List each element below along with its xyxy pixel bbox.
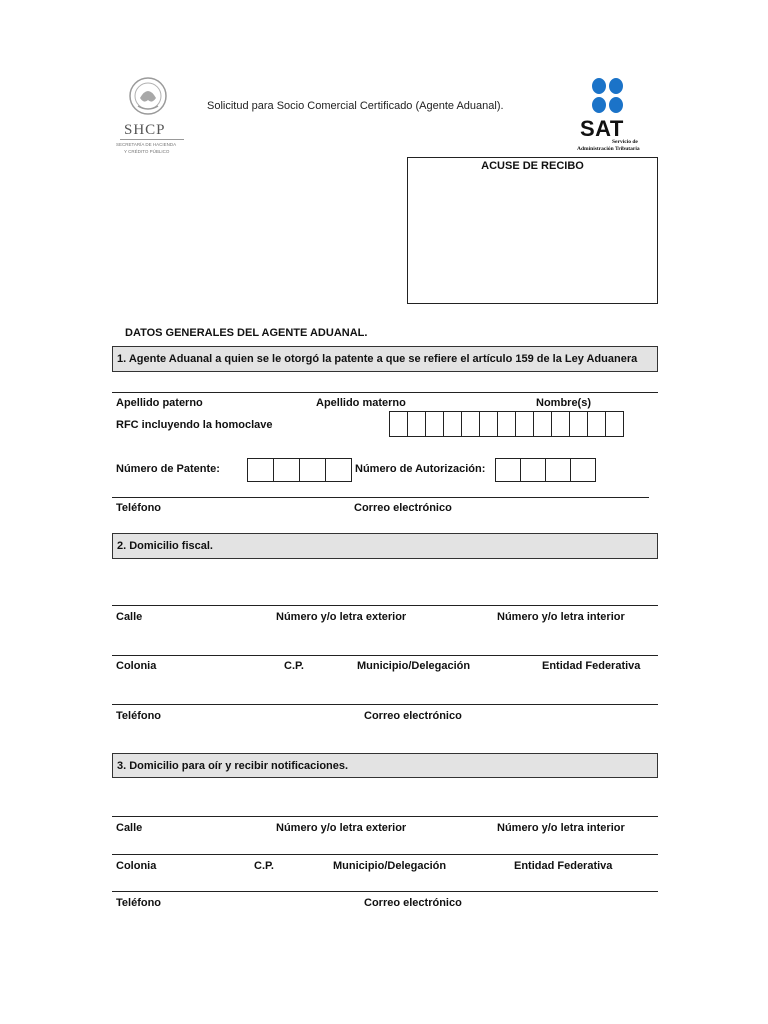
contact-line[interactable] <box>112 497 649 498</box>
main-heading: DATOS GENERALES DEL AGENTE ADUANAL. <box>125 327 368 339</box>
rfc-char-box[interactable] <box>533 411 552 437</box>
acuse-de-recibo-title: ACUSE DE RECIBO <box>481 160 584 172</box>
section-1-header <box>112 346 658 372</box>
patente-char-box[interactable] <box>273 458 300 482</box>
calle-label: Calle <box>116 611 143 623</box>
telefono-label: Teléfono <box>116 897 162 909</box>
shcp-logo-subtext: Y CRÉDITO PÚBLICO <box>124 149 170 154</box>
cp-label: C.P. <box>284 660 304 672</box>
sat-dots-icon <box>591 78 625 114</box>
num-exterior-label: Número y/o letra exterior <box>276 611 407 623</box>
colonia-line[interactable] <box>112 854 658 855</box>
rfc-char-box[interactable] <box>461 411 480 437</box>
correo-label: Correo electrónico <box>364 897 462 909</box>
rfc-char-box[interactable] <box>497 411 516 437</box>
rfc-char-box[interactable] <box>587 411 606 437</box>
entidad-label: Entidad Federativa <box>542 660 641 672</box>
address-line[interactable] <box>112 605 658 606</box>
autorizacion-char-box[interactable] <box>520 458 546 482</box>
sat-logo-subtext: Servicio de <box>612 139 638 145</box>
numero-autorizacion-label: Número de Autorización: <box>355 463 486 475</box>
rfc-char-box[interactable] <box>443 411 462 437</box>
telefono-label: Teléfono <box>116 710 162 722</box>
autorizacion-char-box[interactable] <box>570 458 596 482</box>
shcp-logo-subtext: SECRETARÍA DE HACIENDA <box>116 142 177 147</box>
patente-char-box[interactable] <box>247 458 274 482</box>
entidad-label: Entidad Federativa <box>514 860 613 872</box>
rfc-char-box[interactable] <box>551 411 570 437</box>
num-interior-label: Número y/o letra interior <box>497 611 625 623</box>
rfc-char-box[interactable] <box>605 411 624 437</box>
sat-logo-subtext: Administración Tributaria <box>577 146 640 152</box>
num-exterior-label: Número y/o letra exterior <box>276 822 407 834</box>
numero-patente-label: Número de Patente: <box>116 463 220 475</box>
colonia-label: Colonia <box>116 660 157 672</box>
municipio-label: Municipio/Delegación <box>357 660 471 672</box>
rfc-char-box[interactable] <box>425 411 444 437</box>
autorizacion-char-box[interactable] <box>545 458 571 482</box>
patente-char-box[interactable] <box>325 458 352 482</box>
calle-label: Calle <box>116 822 143 834</box>
nombres-label: Nombre(s) <box>536 397 592 409</box>
form-title: Solicitud para Socio Comercial Certificado (Agente Aduanal). <box>207 100 504 112</box>
acuse-de-recibo-box[interactable] <box>407 157 658 304</box>
numero-autorizacion-boxes[interactable] <box>495 458 596 482</box>
section-2-header <box>112 533 658 559</box>
colonia-line[interactable] <box>112 655 658 656</box>
rfc-input-boxes[interactable] <box>389 411 624 437</box>
sat-logo-text: SAT <box>580 116 624 141</box>
num-interior-label: Número y/o letra interior <box>497 822 625 834</box>
correo-label: Correo electrónico <box>364 710 462 722</box>
section-3-header <box>112 753 658 778</box>
section-2-title: 2. Domicilio fiscal. <box>117 540 213 552</box>
mexico-coat-of-arms-icon <box>128 74 168 118</box>
shcp-logo-text: SHCP <box>124 122 166 138</box>
correo-label: Correo electrónico <box>354 502 452 514</box>
numero-patente-boxes[interactable] <box>247 458 352 482</box>
apellido-paterno-label: Apellido paterno <box>116 397 203 409</box>
autorizacion-char-box[interactable] <box>495 458 521 482</box>
shcp-logo <box>112 74 192 164</box>
section-1-title: 1. Agente Aduanal a quien se le otorgó la patente a que se refiere el artículo 159 de la Ley Aduanera <box>117 353 638 365</box>
colonia-label: Colonia <box>116 860 157 872</box>
apellido-materno-label: Apellido materno <box>316 397 406 409</box>
contact-line[interactable] <box>112 891 658 892</box>
cp-label: C.P. <box>254 860 274 872</box>
rfc-char-box[interactable] <box>515 411 534 437</box>
name-line[interactable] <box>112 392 658 393</box>
contact-line[interactable] <box>112 704 658 705</box>
patente-char-box[interactable] <box>299 458 326 482</box>
rfc-char-box[interactable] <box>479 411 498 437</box>
rfc-char-box[interactable] <box>407 411 426 437</box>
telefono-label: Teléfono <box>116 502 162 514</box>
section-3-title: 3. Domicilio para oír y recibir notificaciones. <box>117 759 349 772</box>
rfc-label: RFC incluyendo la homoclave <box>116 419 273 431</box>
rfc-char-box[interactable] <box>389 411 408 437</box>
address-line[interactable] <box>112 816 658 817</box>
rfc-char-box[interactable] <box>569 411 588 437</box>
municipio-label: Municipio/Delegación <box>333 860 447 872</box>
sat-logo <box>575 78 655 158</box>
